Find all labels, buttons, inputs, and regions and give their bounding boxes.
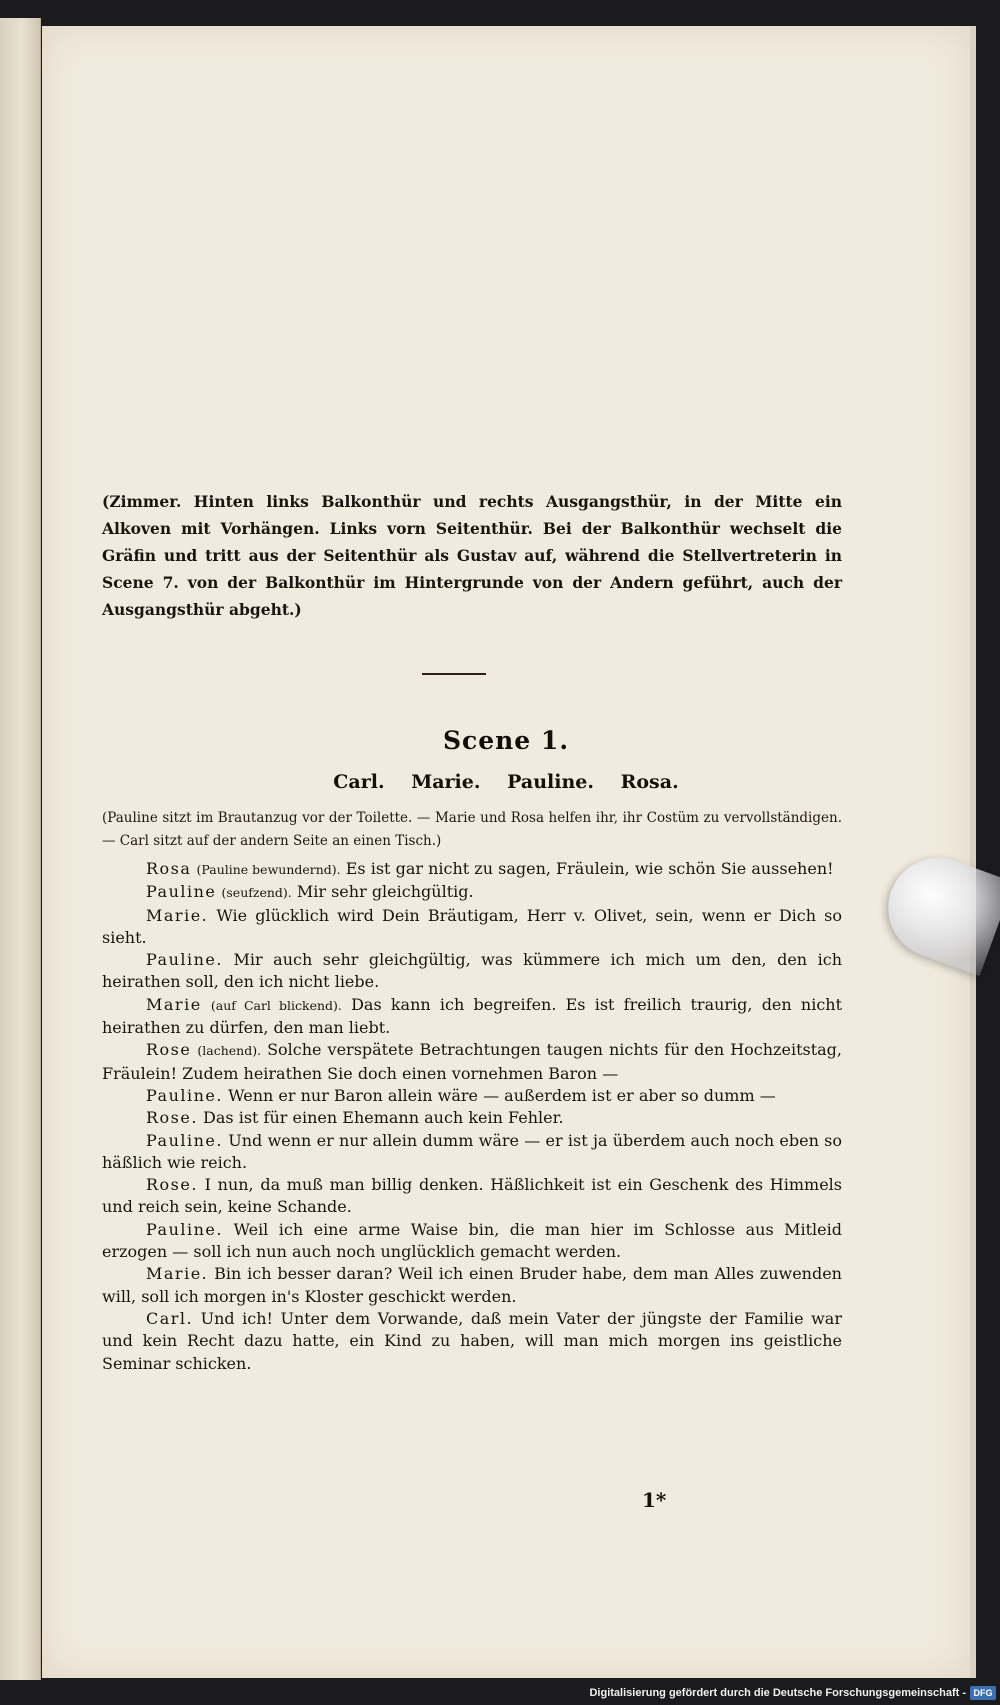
dialogue-line (102, 1107, 842, 1129)
speaker-name: Carl. (146, 1308, 194, 1328)
stage-aside: (auf Carl blickend). (210, 997, 342, 1013)
dialogue-line (102, 1219, 842, 1264)
dialogue-line (102, 858, 842, 881)
dialogue-line (102, 1308, 842, 1375)
speaker-name: Rose (146, 1040, 192, 1060)
dialogue-line (102, 994, 842, 1040)
separator-rule (422, 673, 486, 675)
speaker-name: Marie. (146, 1264, 209, 1284)
stage-aside: (seufzend). (221, 885, 292, 901)
dialogue-line (102, 881, 842, 904)
speaker-name: Marie (146, 994, 202, 1014)
character-name: Pauline. (507, 771, 594, 793)
dfg-logo: DFG (970, 1686, 996, 1700)
stage-aside: (lachend). (197, 1043, 262, 1059)
speaker-name: Pauline. (146, 950, 223, 970)
speech-text: Und wenn er nur allein dumm wäre — er ist ja überdem auch noch eben so häßlich wie reich. (102, 1130, 843, 1172)
speaker-name: Pauline (146, 882, 217, 902)
speech-text: Mir auch sehr gleichgültig, was kümmere ich mich um den, den ich heirathen soll, den ich nicht liebe. (102, 950, 843, 992)
signature-mark: 1* (642, 1488, 667, 1512)
character-name: Marie. (411, 771, 481, 793)
character-list (42, 771, 970, 793)
dialogue-line (102, 1085, 842, 1107)
speech-text: Bin ich besser daran? Weil ich einen Bruder habe, dem man Alles zuwenden will, soll ich morgen in's Kloster geschickt werden. (102, 1264, 842, 1306)
book-spine-edge (0, 18, 41, 1680)
speech-text: Es ist gar nicht zu sagen, Fräulein, wie schön Sie aussehen! (345, 859, 834, 878)
dialogue-line (102, 1174, 842, 1219)
character-name: Carl. (333, 771, 385, 793)
speaker-name: Pauline. (146, 1085, 223, 1105)
speech-text: Mir sehr gleichgültig. (296, 882, 474, 902)
speaker-name: Rose. (146, 1108, 198, 1128)
dialogue-line (102, 905, 842, 950)
dialogue-line (102, 1130, 842, 1175)
scene-direction: (Pauline sitzt im Brautanzug vor der Toilette. — Marie und Rosa helfen ihr, ihr Costüm zu vervollständigen. — Carl sitzt auf der andern Seite an einen Tisch.) (102, 810, 842, 849)
speaker-name: Pauline. (146, 1130, 223, 1150)
speaker-name: Rose. (146, 1175, 198, 1195)
character-name: Rosa. (620, 771, 679, 793)
speech-text: Solche verspätete Betrachtungen taugen nichts für den Hochzeitstag, Fräulein! Zudem heirathen Sie doch einen vornehmen Baron — (102, 1040, 842, 1083)
speech-text: Wenn er nur Baron allein wäre — außerdem ist er aber so dumm — (228, 1085, 776, 1105)
stage-aside: (Pauline bewundernd). (196, 862, 341, 877)
speech-text: Das kann ich begreifen. Es ist freilich traurig, den nicht heirathen zu dürfen, den man liebt. (102, 994, 843, 1038)
footer-credit: Digitalisierung gefördert durch die Deutsche Forschungsgemeinschaft - (589, 1687, 966, 1699)
page-edge (970, 26, 976, 1678)
speaker-name: Pauline. (146, 1219, 223, 1239)
speech-text: Das ist für einen Ehemann auch kein Fehler. (203, 1108, 564, 1128)
speech-text: Und ich! Unter dem Vorwande, daß mein Vater der jüngste der Familie war und kein Recht dazu hatte, ein Kind zu haben, will man mich morgen ins geistliche Seminar schicken. (102, 1308, 842, 1373)
dialogue-line (102, 1263, 842, 1308)
stage-direction: (Zimmer. Hinten links Balkonthür und rechts Ausgangsthür, in der Mitte ein Alkoven mit Vorhängen. Links vorn Seitenthür. Bei der Balkonthür wechselt die Gräfin und tritt aus der Seitenthür als Gustav auf, während die Stellvertreterin in Scene 7. von der Balkonthür im Hintergrunde von der Andern geführt, auch der Ausgangsthür abgeht.) (102, 492, 842, 619)
footer-bar (0, 1683, 1000, 1705)
scene-title: Scene 1. (442, 726, 570, 755)
dialogue (102, 858, 842, 1375)
dialogue-line (102, 949, 842, 994)
speaker-name: Rosa (146, 859, 192, 878)
book-page (42, 26, 970, 1678)
dialogue-line (102, 1039, 842, 1085)
speech-text: Wie glücklich wird Dein Bräutigam, Herr v. Olivet, sein, wenn er Dich so sieht. (102, 905, 843, 947)
speech-text: I nun, da muß man billig denken. Häßlichkeit ist ein Geschenk des Himmels und reich sein, keine Schande. (102, 1175, 842, 1217)
speech-text: Weil ich eine arme Waise bin, die man hier im Schlosse aus Mitleid erzogen — soll ich nun auch noch unglücklich gemacht werden. (102, 1219, 842, 1262)
speaker-name: Marie. (146, 905, 209, 925)
